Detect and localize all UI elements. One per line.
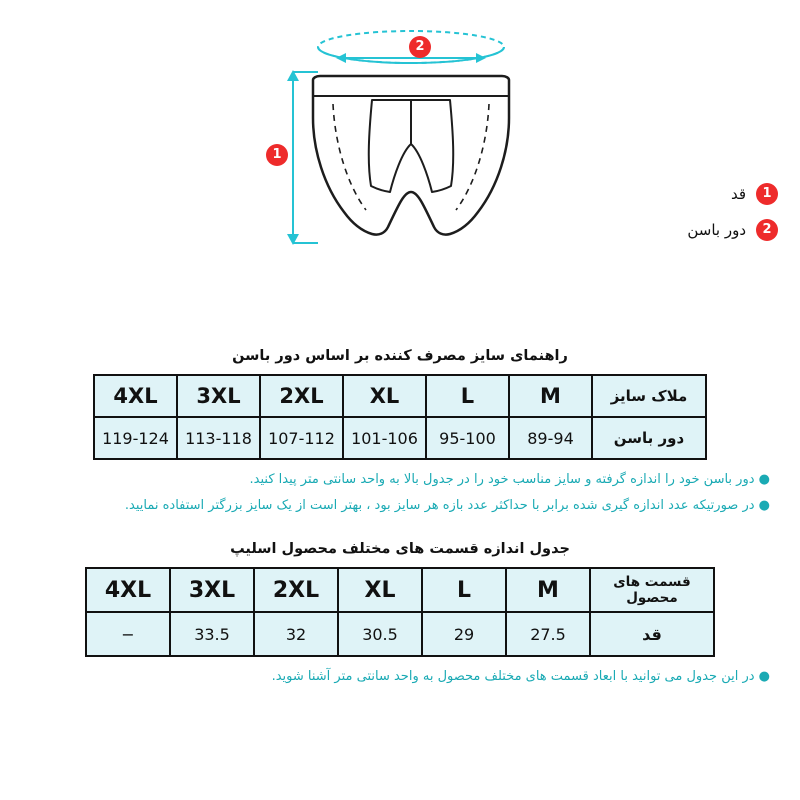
table1-note-2: ● در صورتیکه عدد اندازه گیری شده برابر با حداکثر عدد بازه هر سایز بود ، بهتر است از یک سایز بزرگتر استفاده نمایید. [124, 497, 770, 513]
table2-value-2xl: 32 [254, 612, 338, 656]
size-tables-section [0, 348, 800, 687]
hip-size-table [93, 374, 707, 460]
table2-header-l: L [422, 568, 506, 612]
table1-header-m: M [509, 375, 592, 417]
table2-notes [0, 667, 800, 687]
table-header-row [86, 568, 714, 612]
spacer [0, 515, 800, 533]
diagram-legend [578, 183, 778, 255]
product-dimensions-table [85, 567, 715, 657]
table-row [86, 612, 714, 656]
legend-item-1 [578, 183, 778, 205]
table1-header-2xl: 2XL [260, 375, 343, 417]
product-measurement-diagram [0, 0, 800, 340]
diagram-marker-1: 1 [266, 144, 288, 166]
legend-item-2 [578, 219, 778, 241]
table1-header-4xl: 4XL [94, 375, 177, 417]
table1-note-1: ● دور باسن خود را اندازه گرفته و سایز مناسب خود را در جدول بالا به واحد سانتی متر پیدا کنید. [249, 472, 770, 487]
table1-value-m: 89-94 [509, 417, 592, 459]
legend-badge-2: 2 [756, 219, 778, 241]
table1-value-xl: 101-106 [343, 417, 426, 459]
table2-title: جدول اندازه قسمت های مختلف محصول اسلیپ [230, 541, 570, 557]
table-row [94, 417, 706, 459]
table2-value-4xl: − [86, 612, 170, 656]
legend-label-2: دور باسن [687, 221, 746, 239]
table-header-row [94, 375, 706, 417]
table1-value-3xl: 113-118 [177, 417, 260, 459]
table1-header-3xl: 3XL [177, 375, 260, 417]
table1-value-4xl: 119-124 [94, 417, 177, 459]
table1-notes [0, 470, 800, 515]
table1-header-criteria: ملاک سایز [592, 375, 706, 417]
table2-value-3xl: 33.5 [170, 612, 254, 656]
legend-badge-1: 1 [756, 183, 778, 205]
table1-value-l: 95-100 [426, 417, 509, 459]
table2-value-l: 29 [422, 612, 506, 656]
table2-note-1: ● در این جدول می توانید با ابعاد قسمت های مختلف محصول به واحد سانتی متر آشنا شوید. [271, 669, 770, 684]
legend-label-1: قد [730, 185, 746, 203]
table1-header-xl: XL [343, 375, 426, 417]
table1-row-label: دور باسن [592, 417, 706, 459]
diagram-marker-2: 2 [409, 36, 431, 58]
table2-value-xl: 30.5 [338, 612, 422, 656]
table2-header-m: M [506, 568, 590, 612]
table2-value-m: 27.5 [506, 612, 590, 656]
table2-header-4xl: 4XL [86, 568, 170, 612]
table1-value-2xl: 107-112 [260, 417, 343, 459]
table2-header-3xl: 3XL [170, 568, 254, 612]
table2-header-2xl: 2XL [254, 568, 338, 612]
table2-header-xl: XL [338, 568, 422, 612]
table2-header-part: قسمت های محصول [590, 568, 714, 612]
table2-row-label: قد [590, 612, 714, 656]
briefs-illustration-svg [0, 0, 800, 340]
table1-title: راهنمای سایز مصرف کننده بر اساس دور باسن [232, 348, 568, 364]
table1-header-l: L [426, 375, 509, 417]
